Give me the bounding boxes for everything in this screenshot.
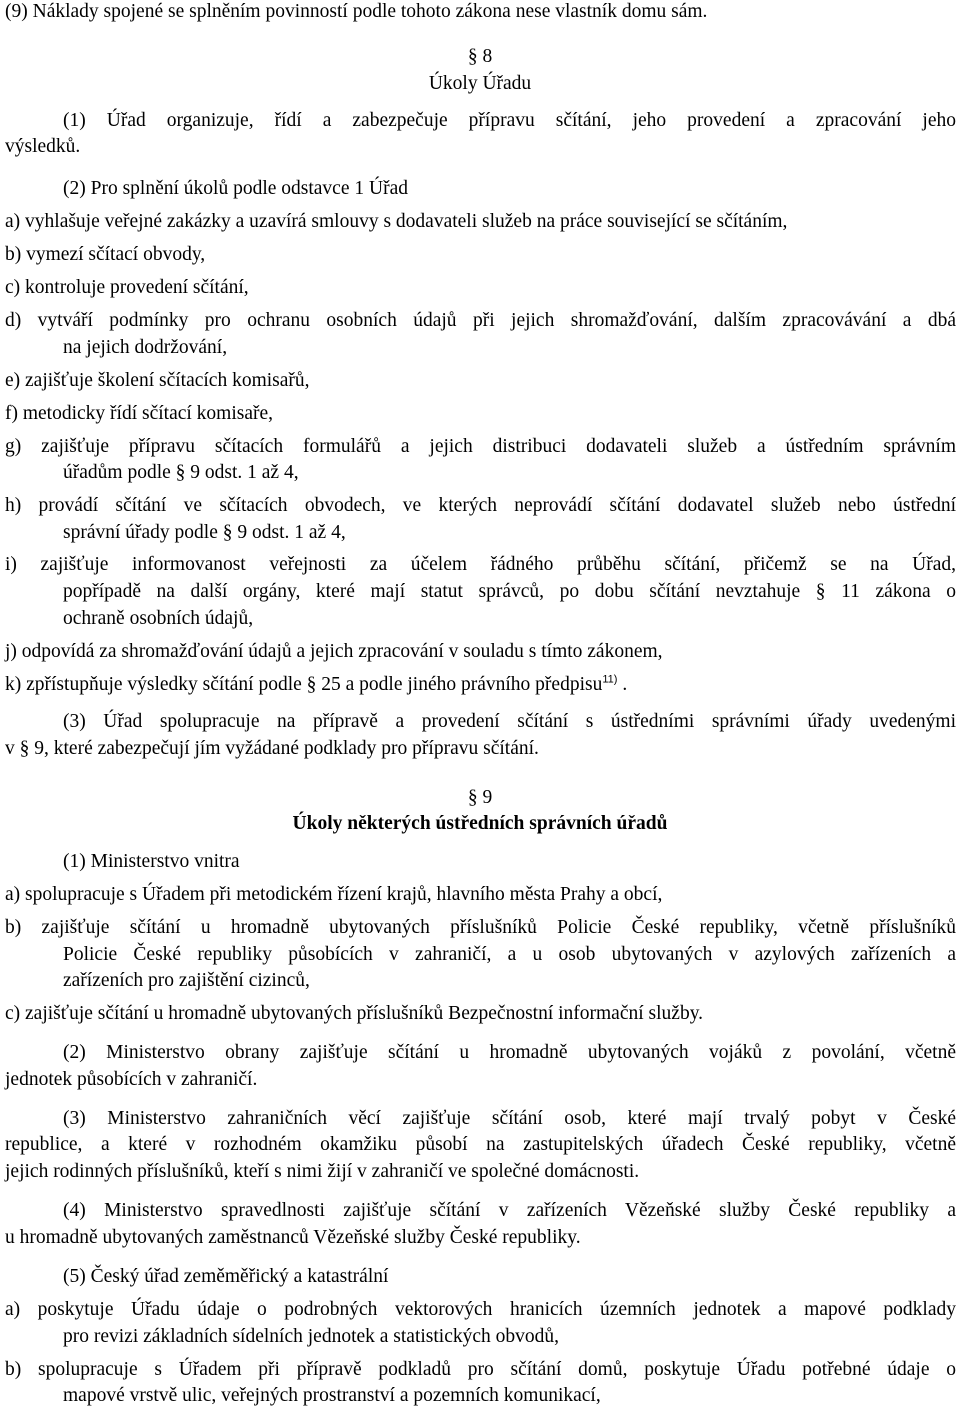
s9-p1-b-line3: zařízeních pro zajištění cizinců, [63, 970, 310, 991]
section-9-title: Úkoly některých ústředních správních úřadů [292, 813, 668, 834]
s8-item-h-line2: správní úřady podle § 9 odst. 1 až 4, [63, 522, 346, 543]
s9-p5-intro: (5) Český úřad zeměměřický a katastrální [63, 1266, 389, 1287]
s9-p5-b-line2: mapové vrstvě ulic, veřejných prostranství a pozemních komunikací, [63, 1385, 601, 1406]
s9-p1-intro: (1) Ministerstvo vnitra [63, 851, 240, 872]
s8-item-j: j) odpovídá za shromažďování údajů a jejich zpracování v souladu s tímto zákonem, [5, 641, 663, 662]
s8-p2-intro: (2) Pro splnění úkolů podle odstavce 1 Úřad [63, 178, 408, 199]
s8-p1-line2: výsledků. [5, 136, 81, 157]
s8-item-g-line1: g) zajišťuje přípravu sčítacích formulářů a jejich distribuci dodavateli služeb a ústředním správním [5, 436, 956, 457]
s8-item-i-line3: ochraně osobních údajů, [63, 608, 254, 629]
s8-item-d-line1: d) vytváří podmínky pro ochranu osobních údajů při jejich shromažďování, dalším zpracovávání a dbá [5, 310, 956, 331]
s8-p3-line1: (3) Úřad spolupracuje na přípravě a provedení sčítání s ústředními správními úřady uvedenými [63, 711, 956, 732]
s9-p1-b-line2: Policie České republiky působících v zahraničí, a u osob ubytovaných v azylových zařízeních a [63, 944, 956, 965]
section-9-number: § 9 [467, 787, 493, 808]
s8-p3-line2: v § 9, které zabezpečují jím vyžádané podklady pro přípravu sčítání. [5, 738, 539, 759]
s9-p2-line1: (2) Ministerstvo obrany zajišťuje sčítání u hromadně ubytovaných vojáků z povolání, včetně [63, 1042, 956, 1063]
s9-p2-line2: jednotek působících v zahraničí. [5, 1069, 258, 1090]
s9-p4-line1: (4) Ministerstvo spravedlnosti zajišťuje sčítání v zařízeních Vězeňské služby České republiky a [63, 1200, 956, 1221]
s8-item-i-line2: popřípadě na další orgány, které mají statut správců, po dobu sčítání nevztahuje § 11 zákona o [63, 581, 956, 602]
s9-p5-a-line2: pro revizi základních sídelních jednotek a statistických obvodů, [63, 1326, 560, 1347]
paragraph-9-costs: (9) Náklady spojené se splněním povinností podle tohoto zákona nese vlastník domu sám. [5, 1, 708, 22]
s8-item-k-end: . [617, 674, 628, 695]
s9-p1-c: c) zajišťuje sčítání u hromadně ubytovaných příslušníků Bezpečnostní informační služby. [5, 1003, 704, 1024]
s9-p5-a-line1: a) poskytuje Úřadu údaje o podrobných vektorových hranicích územních jednotek a mapové podklady [5, 1299, 956, 1320]
s9-p4-line2: u hromadně ubytovaných zaměstnanců Vězeňské služby České republiky. [5, 1227, 581, 1248]
s8-item-a: a) vyhlašuje veřejné zakázky a uzavírá smlouvy s dodavateli služeb na práce související se sčítáním, [5, 211, 788, 232]
s9-p5-b-line1: b) spolupracuje s Úřadem při přípravě podkladů pro sčítání domů, poskytuje Úřadu potřebné údaje o [5, 1359, 956, 1380]
s8-item-f: f) metodicky řídí sčítací komisaře, [5, 403, 274, 424]
section-8-number: § 8 [467, 46, 493, 67]
footnote-ref-11: 11) [602, 673, 618, 686]
s8-item-k [5, 673, 956, 697]
s8-item-i-line1: i) zajišťuje informovanost veřejnosti za účelem řádného průběhu sčítání, přičemž se na Úřad, [5, 554, 956, 575]
s9-p3-line1: (3) Ministerstvo zahraničních věcí zajišťuje sčítání osob, které mají trvalý pobyt v České [63, 1108, 956, 1129]
s8-item-d-line2: na jejich dodržování, [63, 337, 228, 358]
s8-item-h-line1: h) provádí sčítání ve sčítacích obvodech, ve kterých neprovádí sčítání dodavatel služeb nebo ústřední [5, 495, 956, 516]
s9-p1-b-line1: b) zajišťuje sčítání u hromadně ubytovaných příslušníků Policie České republiky, včetně příslušníků [5, 917, 956, 938]
s9-p3-line3: jejich rodinných příslušníků, kteří s nimi žijí v zahraničí ve společné domácnosti. [5, 1161, 640, 1182]
s8-item-k-text: k) zpřístupňuje výsledky sčítání podle § 25 a podle jiného právního předpisu [5, 674, 603, 695]
s8-item-c: c) kontroluje provedení sčítání, [5, 277, 249, 298]
s8-item-b: b) vymezí sčítací obvody, [5, 244, 206, 265]
section-8-title: Úkoly Úřadu [428, 73, 532, 94]
s9-p1-a: a) spolupracuje s Úřadem při metodickém řízení krajů, hlavního města Prahy a obcí, [5, 884, 663, 905]
s9-p3-line2: republice, a které v rozhodném okamžiku působí na zastupitelských úřadech České republiky, včetně [5, 1134, 956, 1155]
s8-item-e: e) zajišťuje školení sčítacích komisařů, [5, 370, 310, 391]
s8-p1-line1: (1) Úřad organizuje, řídí a zabezpečuje přípravu sčítání, jeho provedení a zpracování jeho [63, 110, 956, 131]
s8-item-g-line2: úřadům podle § 9 odst. 1 až 4, [63, 462, 299, 483]
